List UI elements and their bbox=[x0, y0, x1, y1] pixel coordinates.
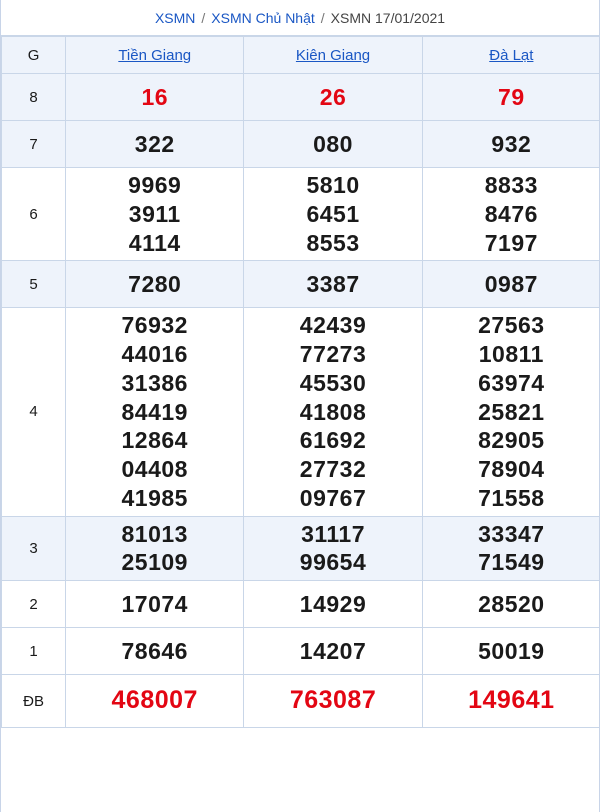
prize-numbers: 7280 bbox=[66, 261, 244, 308]
prize-label: 8 bbox=[2, 74, 66, 121]
breadcrumb bbox=[1, 0, 599, 36]
prize-numbers: 8833 8476 7197 bbox=[422, 168, 600, 261]
prize-label: 4 bbox=[2, 308, 66, 516]
prize-numbers: 763087 bbox=[244, 675, 422, 728]
breadcrumb-separator: / bbox=[201, 9, 206, 26]
prize-numbers: 16 bbox=[66, 74, 244, 121]
breadcrumb-item-current: XSMN 17/01/2021 bbox=[330, 9, 446, 26]
prize-numbers: 33347 71549 bbox=[422, 516, 600, 581]
prize-label: 2 bbox=[2, 581, 66, 628]
prize-label: 7 bbox=[2, 121, 66, 168]
province-link-tien-giang[interactable]: Tiền Giang bbox=[118, 46, 192, 64]
prize-numbers: 9969 3911 4114 bbox=[66, 168, 244, 261]
table-row bbox=[2, 581, 600, 628]
prize-label: 5 bbox=[2, 261, 66, 308]
prize-numbers: 5810 6451 8553 bbox=[244, 168, 422, 261]
prize-numbers: 149641 bbox=[422, 675, 600, 728]
prize-numbers: 080 bbox=[244, 121, 422, 168]
prize-numbers: 79 bbox=[422, 74, 600, 121]
table-row bbox=[2, 74, 600, 121]
prize-numbers: 14929 bbox=[244, 581, 422, 628]
prize-numbers: 76932 44016 31386 84419 12864 04408 41985 bbox=[66, 308, 244, 516]
breadcrumb-separator: / bbox=[320, 9, 325, 26]
prize-numbers: 0987 bbox=[422, 261, 600, 308]
prize-numbers: 14207 bbox=[244, 628, 422, 675]
prize-numbers: 932 bbox=[422, 121, 600, 168]
breadcrumb-item-xsmn[interactable]: XSMN bbox=[154, 9, 196, 26]
table-row bbox=[2, 308, 600, 516]
prize-numbers: 17074 bbox=[66, 581, 244, 628]
table-row bbox=[2, 121, 600, 168]
column-header-prize: G bbox=[2, 37, 66, 74]
table-row bbox=[2, 628, 600, 675]
province-link-kien-giang[interactable]: Kiên Giang bbox=[295, 46, 371, 64]
prize-numbers: 28520 bbox=[422, 581, 600, 628]
prize-numbers: 322 bbox=[66, 121, 244, 168]
table-row bbox=[2, 168, 600, 261]
table-header-row bbox=[2, 37, 600, 74]
column-header-province-1 bbox=[66, 37, 244, 74]
column-header-province-3 bbox=[422, 37, 600, 74]
prize-numbers: 78646 bbox=[66, 628, 244, 675]
table-row bbox=[2, 516, 600, 581]
prize-numbers: 468007 bbox=[66, 675, 244, 728]
prize-numbers: 42439 77273 45530 41808 61692 27732 09767 bbox=[244, 308, 422, 516]
prize-label: ĐB bbox=[2, 675, 66, 728]
prize-numbers: 50019 bbox=[422, 628, 600, 675]
prize-numbers: 26 bbox=[244, 74, 422, 121]
prize-numbers: 27563 10811 63974 25821 82905 78904 71558 bbox=[422, 308, 600, 516]
prize-label: 3 bbox=[2, 516, 66, 581]
prize-numbers: 81013 25109 bbox=[66, 516, 244, 581]
column-header-province-2 bbox=[244, 37, 422, 74]
breadcrumb-item-xsmn-chu-nhat[interactable]: XSMN Chủ Nhật bbox=[211, 9, 315, 26]
prize-numbers: 31117 99654 bbox=[244, 516, 422, 581]
lottery-result-table bbox=[1, 36, 600, 728]
prize-label: 1 bbox=[2, 628, 66, 675]
table-row bbox=[2, 675, 600, 728]
prize-label: 6 bbox=[2, 168, 66, 261]
prize-numbers: 3387 bbox=[244, 261, 422, 308]
table-row bbox=[2, 261, 600, 308]
province-link-da-lat[interactable]: Đà Lạt bbox=[489, 46, 534, 64]
